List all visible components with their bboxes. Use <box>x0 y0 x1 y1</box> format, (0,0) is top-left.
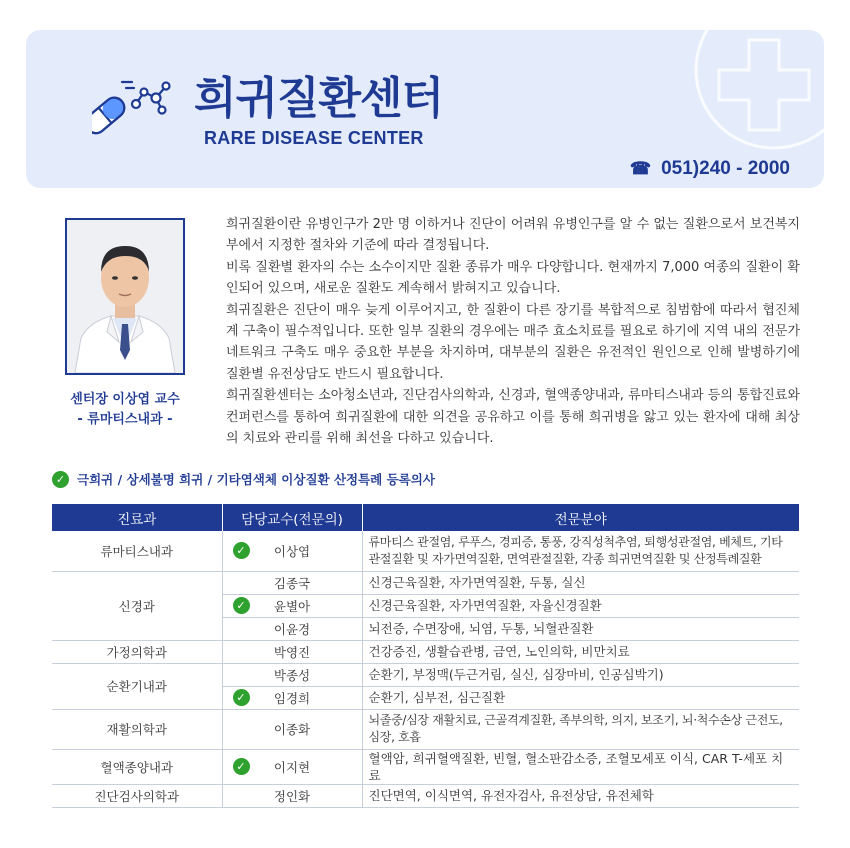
specialty-cell: 류마티스 관절염, 루푸스, 경피증, 통풍, 강직성척추염, 퇴행성관절염, 베체트, 기타 관절질환 및 자가면역질환, 면역관절질환, 각종 희귀면역질환 및 산정특례질환 <box>362 531 799 571</box>
pill-molecule-icon <box>92 74 182 144</box>
director-photo <box>65 218 185 375</box>
department-cell: 재활의학과 <box>52 709 222 749</box>
specialty-cell: 건강증진, 생활습관병, 금연, 노인의학, 비만치료 <box>362 640 799 663</box>
legend-text: 극희귀 / 상세불명 희귀 / 기타염색체 이상질환 산정특례 등록의사 <box>77 472 435 487</box>
header-specialty: 전문분야 <box>362 504 799 531</box>
intro-paragraph: 희귀질환이란 유병인구가 2만 명 이하거나 진단이 어려워 유병인구를 알 수 없는 질환으로서 보건복지부에서 지정한 절차와 기준에 따라 결정됩니다. <box>226 217 800 254</box>
header-professor: 담당교수(전문의) <box>222 504 362 531</box>
specialty-cell: 순환기, 심부전, 심근질환 <box>362 686 799 709</box>
intro-paragraph: 희귀질환센터는 소아청소년과, 진단검사의학과, 신경과, 혈액종양내과, 류마티스내과 등의 통합진료와 컨퍼런스를 통하여 희귀질환에 대한 의견을 공유하고 이를 통해 희귀병을 앓고 있는 환자에 대해 최상의 치료와 관리를 위해 최선을 다하고 있습니다. <box>226 388 800 447</box>
table-row <box>52 749 799 784</box>
department-cell: 가정의학과 <box>52 640 222 663</box>
check-icon: ✓ <box>233 597 250 614</box>
table-row <box>52 640 799 663</box>
director-name: 센터장 이상엽 교수 <box>70 392 180 407</box>
specialty-cell: 신경근육질환, 자가면역질환, 자율신경질환 <box>362 594 799 617</box>
table-row <box>52 531 799 571</box>
table-row <box>52 571 799 594</box>
department-cell: 진단검사의학과 <box>52 784 222 807</box>
header-banner <box>26 30 824 188</box>
doctors-table <box>52 504 799 808</box>
professor-name[interactable]: 박종성 <box>273 667 311 683</box>
professor-name[interactable]: 이지현 <box>273 759 311 775</box>
table-header-row <box>52 504 799 531</box>
director-portrait-icon <box>67 220 183 373</box>
specialty-cell: 신경근육질환, 자가면역질환, 두통, 실신 <box>362 571 799 594</box>
department-cell: 혈액종양내과 <box>52 749 222 784</box>
check-icon: ✓ <box>233 542 250 559</box>
department-cell: 신경과 <box>52 571 222 640</box>
check-icon: ✓ <box>233 758 250 775</box>
specialty-cell: 뇌졸중/심장 재활치료, 근골격계질환, 족부의학, 의지, 보조기, 뇌·척수손상 근전도, 심장, 호흡 <box>362 709 799 749</box>
professor-name[interactable]: 박영진 <box>273 644 311 660</box>
intro-text <box>226 214 800 449</box>
professor-name[interactable]: 윤별아 <box>273 598 311 614</box>
table-row <box>52 784 799 807</box>
intro-paragraph: 비록 질환별 환자의 수는 소수이지만 질환 종류가 매우 다양합니다. 현재까지 7,000 여종의 질환이 확인되어 있으며, 새로운 질환도 계속해서 밝혀지고 있습니다. <box>226 259 800 297</box>
specialty-cell: 뇌전증, 수면장애, 뇌염, 두통, 뇌혈관질환 <box>362 617 799 640</box>
department-cell: 류마티스내과 <box>52 531 222 571</box>
page-subtitle: RARE DISEASE CENTER <box>204 128 424 148</box>
professor-name[interactable]: 정인화 <box>273 788 311 804</box>
phone-number[interactable] <box>630 158 790 180</box>
legend <box>52 470 435 488</box>
director-caption <box>40 390 210 430</box>
department-cell: 순환기내과 <box>52 663 222 709</box>
page-title: 희귀질환센터 <box>194 73 444 124</box>
header-department: 진료과 <box>52 504 222 531</box>
professor-name[interactable]: 이종화 <box>273 722 311 737</box>
intro-paragraph: 희귀질환은 진단이 매우 늦게 이루어지고, 한 질환이 다른 장기를 복합적으로 침범함에 따라서 협진체계 구축이 필수적입니다. 또한 일부 질환의 경우에는 매주 효소치료를 필요로 하기에 지역 내의 전문가 네트워크 구축도 매우 중요한 부분을 차지하며, 대부분의 질환은 유전적인 원인으로 인해 발병하기에 질환별 유전상담도 반드시 필요합니다. <box>226 302 800 382</box>
telephone-icon: ☎ <box>629 159 652 178</box>
professor-name[interactable]: 김종국 <box>273 575 311 591</box>
professor-name[interactable]: 임경희 <box>273 690 311 706</box>
phone-text: 051)240 - 2000 <box>661 158 790 179</box>
professor-name[interactable]: 이윤경 <box>273 621 311 637</box>
table-row <box>52 663 799 686</box>
check-icon: ✓ <box>233 689 250 706</box>
specialty-cell: 순환기, 부정맥(두근거림, 실신, 심장마비, 인공심박기) <box>362 663 799 686</box>
professor-name[interactable]: 이상엽 <box>273 543 311 559</box>
check-icon: ✓ <box>52 471 69 488</box>
specialty-cell: 진단면역, 이식면역, 유전자검사, 유전상담, 유전체학 <box>362 784 799 807</box>
specialty-cell: 혈액암, 희귀혈액질환, 빈혈, 혈소판감소증, 조혈모세포 이식, CAR T-세포 치료 <box>362 749 799 784</box>
director-department: - 류마티스내과 - <box>77 412 173 427</box>
table-row <box>52 709 799 749</box>
